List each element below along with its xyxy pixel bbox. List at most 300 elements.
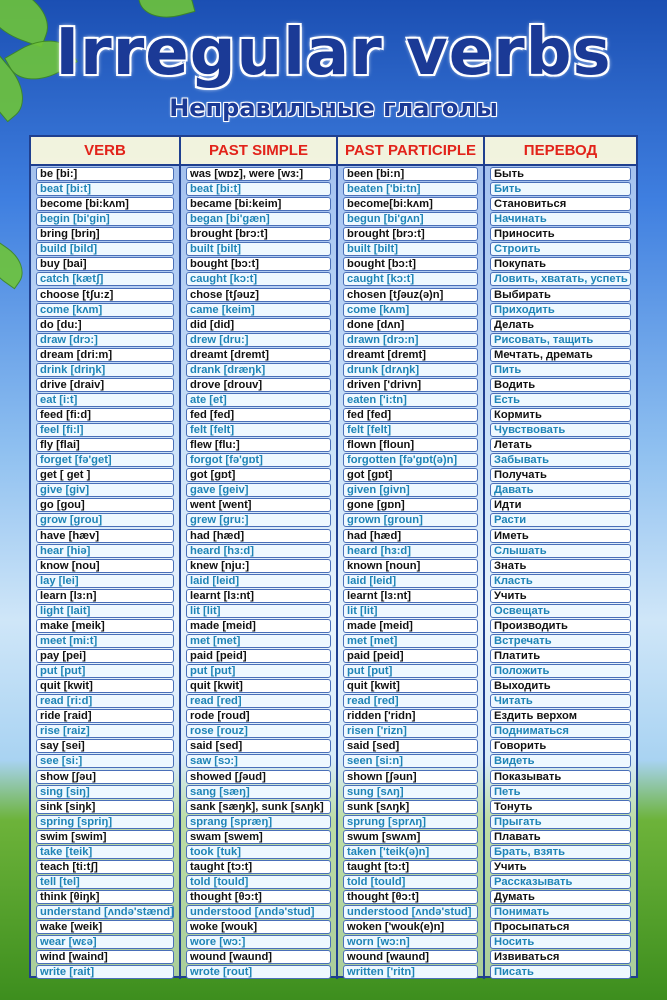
table-row [31, 271, 636, 286]
past-simple-cell [181, 166, 338, 181]
past-participle-cell [338, 422, 485, 437]
past-participle-cell [338, 904, 485, 919]
table-row [31, 528, 636, 543]
past-participle-cell-text: seen [si:n] [343, 754, 478, 768]
past-simple-cell [181, 347, 338, 362]
page-subtitle: Неправильные глаголы [169, 94, 498, 122]
table-row [31, 633, 636, 648]
verb-cell [31, 874, 181, 889]
translation-cell-text: Расти [490, 513, 631, 527]
past-simple-cell [181, 874, 338, 889]
past-participle-cell-text: drawn [drɔ:n] [343, 333, 478, 347]
past-simple-cell [181, 919, 338, 934]
translation-cell-text: Освещать [490, 604, 631, 618]
translation-cell [485, 889, 636, 904]
past-participle-cell [338, 241, 485, 256]
verb-cell [31, 332, 181, 347]
verb-cell-text: catch [kætʃ] [36, 272, 174, 286]
past-participle-cell [338, 332, 485, 347]
column-header-past-simple: PAST SIMPLE [181, 137, 338, 164]
table-row [31, 482, 636, 497]
verb-cell [31, 799, 181, 814]
past-simple-cell [181, 648, 338, 663]
verb-cell-text: understand [ʌndə'stænd] [36, 905, 174, 919]
past-participle-cell [338, 166, 485, 181]
past-simple-cell [181, 407, 338, 422]
translation-cell-text: Говорить [490, 739, 631, 753]
table-row [31, 723, 636, 738]
translation-cell-text: Читать [490, 694, 631, 708]
table-row [31, 889, 636, 904]
translation-cell [485, 467, 636, 482]
verb-cell [31, 543, 181, 558]
translation-cell [485, 362, 636, 377]
verb-cell-text: come [kʌm] [36, 303, 174, 317]
verb-cell-text: light [lait] [36, 604, 174, 618]
translation-cell [485, 618, 636, 633]
past-simple-cell [181, 678, 338, 693]
past-simple-cell [181, 452, 338, 467]
verb-cell-text: sing [siŋ] [36, 785, 174, 799]
table-row [31, 588, 636, 603]
verb-cell [31, 181, 181, 196]
past-simple-cell [181, 362, 338, 377]
table-row [31, 799, 636, 814]
past-simple-cell [181, 392, 338, 407]
past-participle-cell-text: learnt [lɜ:nt] [343, 589, 478, 603]
past-simple-cell-text: paid [peid] [186, 649, 331, 663]
past-simple-cell-text: said [sed] [186, 739, 331, 753]
past-simple-cell-text: showed [ʃəud] [186, 770, 331, 784]
verb-cell-text: bring [briŋ] [36, 227, 174, 241]
verb-cell-text: wear [wɛə] [36, 935, 174, 949]
past-participle-cell-text: forgotten [fə'gɒt(ə)n] [343, 453, 478, 467]
table-row [31, 573, 636, 588]
verb-cell-text: show [ʃəu] [36, 770, 174, 784]
table-row [31, 422, 636, 437]
past-participle-cell-text: given [givn] [343, 483, 478, 497]
translation-cell-text: Понимать [490, 905, 631, 919]
past-participle-cell [338, 392, 485, 407]
past-simple-cell [181, 904, 338, 919]
table-row [31, 392, 636, 407]
translation-cell-text: Покупать [490, 257, 631, 271]
past-simple-cell-text: wound [waund] [186, 950, 331, 964]
translation-cell-text: Платить [490, 649, 631, 663]
translation-cell [485, 738, 636, 753]
past-simple-cell-text: wore [wɔ:] [186, 935, 331, 949]
past-participle-cell-text: got [gɒt] [343, 468, 478, 482]
past-participle-cell-text: flown [floun] [343, 438, 478, 452]
past-simple-cell [181, 934, 338, 949]
past-participle-cell-text: known [noun] [343, 559, 478, 573]
past-participle-cell [338, 769, 485, 784]
past-simple-cell-text: bought [bɔ:t] [186, 257, 331, 271]
translation-cell-text: Выходить [490, 679, 631, 693]
past-simple-cell-text: brought [brɔ:t] [186, 227, 331, 241]
past-simple-cell-text: put [put] [186, 664, 331, 678]
translation-cell-text: Встречать [490, 634, 631, 648]
past-participle-cell [338, 874, 485, 889]
past-participle-cell [338, 196, 485, 211]
verb-cell [31, 829, 181, 844]
past-participle-cell-text: caught [kɔ:t] [343, 272, 478, 286]
table-row [31, 814, 636, 829]
past-participle-cell-text: done [dʌn] [343, 318, 478, 332]
verb-cell [31, 362, 181, 377]
past-simple-cell [181, 618, 338, 633]
verb-cell-text: become [bi:kʌm] [36, 197, 174, 211]
translation-cell-text: Показывать [490, 770, 631, 784]
verb-cell [31, 723, 181, 738]
table-row [31, 648, 636, 663]
translation-cell-text: Извиваться [490, 950, 631, 964]
past-simple-cell [181, 769, 338, 784]
past-simple-cell [181, 558, 338, 573]
translation-cell [485, 241, 636, 256]
verb-cell [31, 573, 181, 588]
table-row [31, 377, 636, 392]
translation-cell [485, 497, 636, 512]
verb-cell-text: see [si:] [36, 754, 174, 768]
verb-cell-text: buy [bai] [36, 257, 174, 271]
verb-cell [31, 226, 181, 241]
translation-cell [485, 723, 636, 738]
past-participle-cell [338, 844, 485, 859]
past-participle-cell [338, 708, 485, 723]
table-row [31, 934, 636, 949]
verb-cell [31, 904, 181, 919]
past-participle-cell-text: risen ['rizn] [343, 724, 478, 738]
past-simple-cell-text: saw [sɔ:] [186, 754, 331, 768]
table-row [31, 964, 636, 979]
past-simple-cell [181, 422, 338, 437]
past-participle-cell [338, 693, 485, 708]
past-simple-cell-text: made [meid] [186, 619, 331, 633]
past-simple-cell-text: built [bilt] [186, 242, 331, 256]
translation-cell-text: Летать [490, 438, 631, 452]
translation-cell-text: Рассказывать [490, 875, 631, 889]
past-participle-cell [338, 633, 485, 648]
past-participle-cell-text: fed [fed] [343, 408, 478, 422]
translation-cell [485, 603, 636, 618]
verb-cell [31, 467, 181, 482]
translation-cell-text: Ездить верхом [490, 709, 631, 723]
past-simple-cell [181, 753, 338, 768]
past-participle-cell [338, 452, 485, 467]
translation-cell-text: Становиться [490, 197, 631, 211]
verb-cell [31, 648, 181, 663]
verb-cell-text: have [hæv] [36, 529, 174, 543]
past-simple-cell-text: lit [lit] [186, 604, 331, 618]
translation-cell [485, 859, 636, 874]
past-participle-cell-text: read [red] [343, 694, 478, 708]
table-row [31, 708, 636, 723]
verb-cell-text: forget [fə'get] [36, 453, 174, 467]
past-participle-cell-text: been [bi:n] [343, 167, 478, 181]
verb-cell [31, 256, 181, 271]
verb-cell [31, 452, 181, 467]
verb-cell [31, 753, 181, 768]
translation-cell-text: Рисовать, тащить [490, 333, 631, 347]
verb-cell-text: take [teik] [36, 845, 174, 859]
verb-cell [31, 769, 181, 784]
past-participle-cell-text: bought [bɔ:t] [343, 257, 478, 271]
verb-cell-text: grow [grou] [36, 513, 174, 527]
verb-cell-text: pay [pei] [36, 649, 174, 663]
table-row [31, 166, 636, 181]
past-participle-cell [338, 256, 485, 271]
past-simple-cell [181, 633, 338, 648]
translation-cell-text: Писать [490, 965, 631, 979]
verb-cell [31, 271, 181, 286]
past-participle-cell-text: brought [brɔ:t] [343, 227, 478, 241]
translation-cell-text: Положить [490, 664, 631, 678]
past-simple-cell [181, 256, 338, 271]
translation-cell-text: Мечтать, дремать [490, 348, 631, 362]
table-row [31, 467, 636, 482]
table-row [31, 362, 636, 377]
past-simple-cell-text: flew [flu:] [186, 438, 331, 452]
past-simple-cell [181, 317, 338, 332]
past-participle-cell [338, 678, 485, 693]
verb-cell [31, 392, 181, 407]
past-simple-cell-text: thought [θɔ:t] [186, 890, 331, 904]
past-participle-cell-text: sprung [sprʌŋ] [343, 815, 478, 829]
table-row [31, 181, 636, 196]
past-simple-cell [181, 964, 338, 979]
translation-cell-text: Тонуть [490, 800, 631, 814]
translation-cell-text: Носить [490, 935, 631, 949]
past-simple-cell-text: chose [tʃəuz] [186, 288, 331, 302]
past-simple-cell [181, 467, 338, 482]
past-participle-cell [338, 512, 485, 527]
translation-cell [485, 377, 636, 392]
verb-cell [31, 558, 181, 573]
translation-cell [485, 844, 636, 859]
translation-cell [485, 784, 636, 799]
table-row [31, 949, 636, 964]
past-participle-cell [338, 814, 485, 829]
past-simple-cell-text: caught [kɔ:t] [186, 272, 331, 286]
verb-cell [31, 347, 181, 362]
verb-cell [31, 889, 181, 904]
verb-cell-text: do [du:] [36, 318, 174, 332]
past-participle-cell [338, 226, 485, 241]
translation-cell [485, 588, 636, 603]
translation-cell [485, 633, 636, 648]
verb-cell-text: drink [driŋk] [36, 363, 174, 377]
past-simple-cell [181, 482, 338, 497]
column-header-past-participle: PAST PARTICIPLE [338, 137, 485, 164]
past-participle-cell [338, 287, 485, 302]
verb-cell [31, 844, 181, 859]
verb-cell [31, 512, 181, 527]
past-participle-cell [338, 648, 485, 663]
translation-cell [485, 347, 636, 362]
past-participle-cell-text: told [tould] [343, 875, 478, 889]
verb-cell-text: tell [tel] [36, 875, 174, 889]
translation-cell [485, 814, 636, 829]
table-row [31, 769, 636, 784]
translation-cell-text: Брать, взять [490, 845, 631, 859]
past-participle-cell [338, 663, 485, 678]
translation-cell-text: Кормить [490, 408, 631, 422]
past-simple-cell-text: quit [kwit] [186, 679, 331, 693]
past-participle-cell [338, 738, 485, 753]
past-participle-cell [338, 919, 485, 934]
past-simple-cell-text: rode [roud] [186, 709, 331, 723]
verb-cell [31, 287, 181, 302]
past-simple-cell-text: sank [sæŋk], sunk [sʌŋk] [186, 800, 331, 814]
past-simple-cell-text: became [bi:keim] [186, 197, 331, 211]
table-row [31, 317, 636, 332]
translation-cell [485, 302, 636, 317]
translation-cell [485, 648, 636, 663]
translation-cell [485, 678, 636, 693]
past-participle-cell-text: taught [tɔ:t] [343, 860, 478, 874]
past-simple-cell-text: wrote [rout] [186, 965, 331, 979]
past-participle-cell [338, 317, 485, 332]
past-participle-cell-text: met [met] [343, 634, 478, 648]
table-row [31, 859, 636, 874]
table-row [31, 437, 636, 452]
past-simple-cell-text: got [gɒt] [186, 468, 331, 482]
past-simple-cell [181, 211, 338, 226]
verb-cell-text: beat [bi:t] [36, 182, 174, 196]
translation-cell [485, 874, 636, 889]
past-simple-cell [181, 603, 338, 618]
translation-cell-text: Иметь [490, 529, 631, 543]
past-participle-cell-text: sunk [sʌŋk] [343, 800, 478, 814]
past-participle-cell-text: wound [waund] [343, 950, 478, 964]
verb-cell-text: put [put] [36, 664, 174, 678]
past-simple-cell-text: learnt [lɜ:nt] [186, 589, 331, 603]
past-participle-cell [338, 784, 485, 799]
translation-cell [485, 196, 636, 211]
verb-cell [31, 964, 181, 979]
table-row [31, 287, 636, 302]
verb-cell-text: drive [draiv] [36, 378, 174, 392]
table-row [31, 738, 636, 753]
past-simple-cell-text: began [bi'gæn] [186, 212, 331, 226]
past-participle-cell [338, 558, 485, 573]
verb-cell-text: wake [weik] [36, 920, 174, 934]
past-simple-cell [181, 287, 338, 302]
table-row [31, 497, 636, 512]
past-participle-cell [338, 603, 485, 618]
table-row [31, 829, 636, 844]
translation-cell-text: Давать [490, 483, 631, 497]
translation-cell [485, 829, 636, 844]
past-participle-cell [338, 964, 485, 979]
verb-cell-text: build [bild] [36, 242, 174, 256]
verb-cell-text: fly [flai] [36, 438, 174, 452]
translation-cell [485, 934, 636, 949]
past-participle-cell [338, 528, 485, 543]
past-simple-cell-text: took [tuk] [186, 845, 331, 859]
past-simple-cell-text: came [keim] [186, 303, 331, 317]
table-row [31, 407, 636, 422]
translation-cell [485, 226, 636, 241]
past-simple-cell [181, 814, 338, 829]
translation-cell [485, 769, 636, 784]
past-participle-cell-text: chosen [tʃəuz(ə)n] [343, 288, 478, 302]
verb-cell [31, 784, 181, 799]
past-participle-cell [338, 799, 485, 814]
past-simple-cell-text: fed [fed] [186, 408, 331, 422]
past-simple-cell-text: gave [geiv] [186, 483, 331, 497]
table-row [31, 347, 636, 362]
table-row [31, 226, 636, 241]
verb-cell-text: hear [hiə] [36, 544, 174, 558]
verb-cell-text: get [ get ] [36, 468, 174, 482]
translation-cell [485, 919, 636, 934]
verb-cell [31, 859, 181, 874]
past-simple-cell [181, 543, 338, 558]
translation-cell-text: Приходить [490, 303, 631, 317]
past-simple-cell [181, 226, 338, 241]
past-participle-cell [338, 467, 485, 482]
past-participle-cell-text: begun [bi'gʌn] [343, 212, 478, 226]
past-participle-cell [338, 181, 485, 196]
verb-cell-text: teach [ti:tʃ] [36, 860, 174, 874]
verbs-table [29, 135, 638, 978]
verb-cell-text: say [sei] [36, 739, 174, 753]
past-simple-cell-text: laid [leid] [186, 574, 331, 588]
verb-cell [31, 919, 181, 934]
past-simple-cell-text: sprang [spræŋ] [186, 815, 331, 829]
translation-cell-text: Приносить [490, 227, 631, 241]
past-participle-cell-text: grown [groun] [343, 513, 478, 527]
table-row [31, 753, 636, 768]
translation-cell-text: Знать [490, 559, 631, 573]
past-participle-cell-text: beaten ['bi:tn] [343, 182, 478, 196]
table-row [31, 332, 636, 347]
past-simple-cell [181, 708, 338, 723]
verb-cell [31, 166, 181, 181]
translation-cell [485, 181, 636, 196]
verb-cell-text: meet [mi:t] [36, 634, 174, 648]
past-participle-cell-text: ridden ['ridn] [343, 709, 478, 723]
verb-cell [31, 528, 181, 543]
past-simple-cell [181, 859, 338, 874]
translation-cell [485, 693, 636, 708]
translation-cell-text: Учить [490, 589, 631, 603]
past-simple-cell-text: told [tould] [186, 875, 331, 889]
past-simple-cell [181, 889, 338, 904]
verb-cell-text: read [ri:d] [36, 694, 174, 708]
verb-cell-text: write [rait] [36, 965, 174, 979]
translation-cell-text: Учить [490, 860, 631, 874]
translation-cell [485, 799, 636, 814]
past-participle-cell [338, 271, 485, 286]
verb-cell [31, 211, 181, 226]
past-participle-cell-text: built [bilt] [343, 242, 478, 256]
past-simple-cell-text: drove [drouv] [186, 378, 331, 392]
past-simple-cell-text: drank [dræŋk] [186, 363, 331, 377]
translation-cell [485, 663, 636, 678]
table-row [31, 211, 636, 226]
verb-cell [31, 241, 181, 256]
verb-cell-text: know [nou] [36, 559, 174, 573]
translation-cell-text: Есть [490, 393, 631, 407]
past-simple-cell-text: sang [sæŋ] [186, 785, 331, 799]
past-simple-cell-text: taught [tɔ:t] [186, 860, 331, 874]
past-simple-cell-text: dreamt [dremt] [186, 348, 331, 362]
translation-cell [485, 753, 636, 768]
translation-cell [485, 422, 636, 437]
